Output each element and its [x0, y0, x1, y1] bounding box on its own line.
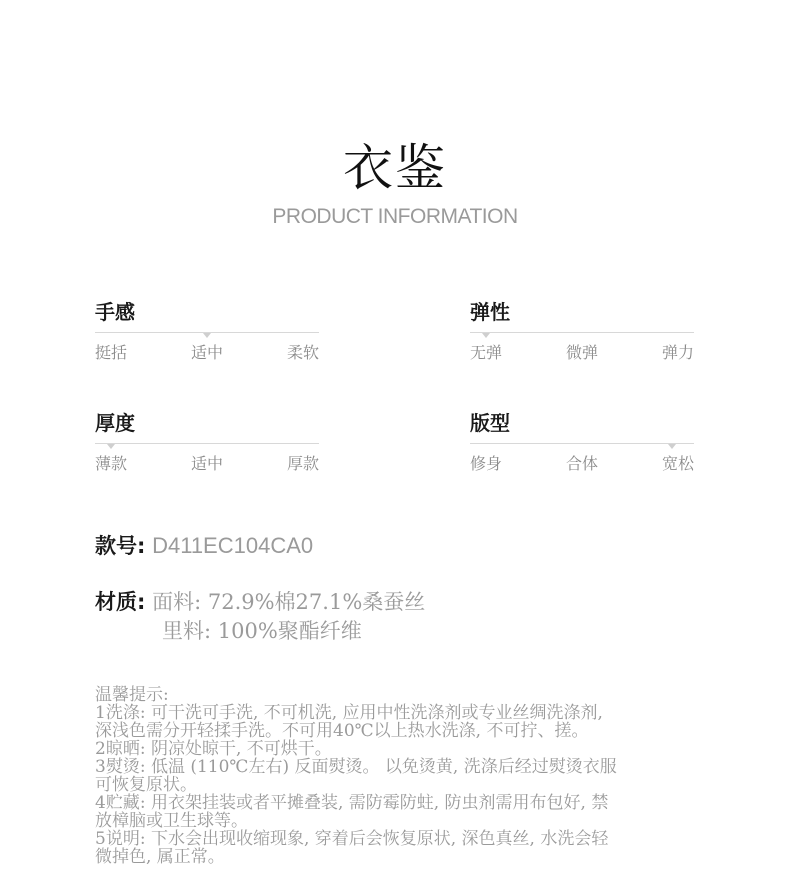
attr-option: 宽松: [661, 454, 694, 473]
care-line: 深浅色需分开轻揉手洗。不可用40℃以上热水洗涤, 不可拧、搓。: [95, 721, 589, 741]
care-line: 4贮藏: 用衣架挂装或者平摊叠装, 需防霉防蛀, 防虫剂需用布包好, 禁: [95, 793, 609, 813]
page-title: 衣鉴: [343, 139, 447, 197]
care-line: 微掉色, 属正常。: [95, 847, 225, 867]
attr-option: 厚款: [286, 454, 319, 473]
material: [95, 586, 425, 616]
attr-option: 适中: [190, 454, 223, 473]
page-subtitle: PRODUCT INFORMATION: [272, 205, 518, 228]
care-line: 2晾晒: 阴凉处晾干, 不可烘干。: [95, 739, 332, 759]
selected-marker-icon: [668, 444, 676, 449]
attr-hand-feel: [95, 298, 319, 363]
style-number-label: 款号:: [95, 534, 146, 558]
attr-scale-line: [95, 332, 319, 333]
selected-marker-icon: [203, 333, 211, 338]
attr-name: 版型: [470, 411, 510, 435]
attr-fit: [470, 409, 694, 474]
care-line: 1洗涤: 可干洗可手洗, 不可机洗, 应用中性洗涤剂或专业丝绸洗涤剂,: [95, 703, 603, 723]
attr-thickness: [95, 409, 319, 474]
care-line: 可恢复原状。: [95, 775, 197, 795]
attr-option: 弹力: [661, 343, 694, 362]
care-line: 3熨烫: 低温 (110℃左右) 反面熨烫。 以免烫黄, 洗涤后经过熨烫衣服: [95, 757, 617, 777]
care-line: 温馨提示:: [95, 685, 169, 705]
attr-option: 柔软: [286, 343, 319, 362]
attr-option: 合体: [565, 454, 598, 473]
material-lining: 里料: 100%聚酯纤维: [162, 619, 362, 643]
attr-elasticity: [470, 298, 694, 363]
care-line: 放樟脑或卫生球等。: [95, 811, 248, 831]
attr-scale-line: [470, 443, 694, 444]
attr-name: 弹性: [470, 300, 510, 324]
attr-options: [470, 340, 694, 363]
attr-options: [95, 340, 319, 363]
care-line: 5说明: 下水会出现收缩现象, 穿着后会恢复原状, 深色真丝, 水洗会轻: [95, 829, 609, 849]
attr-option: 修身: [470, 454, 503, 473]
attr-name: 手感: [95, 300, 135, 324]
style-number-value: D411EC104CA0: [152, 533, 314, 558]
attr-option: 微弹: [565, 343, 598, 362]
material-lining-row: [162, 615, 362, 645]
selected-marker-icon: [107, 444, 115, 449]
care-instructions: [95, 686, 695, 866]
style-number: [95, 530, 313, 560]
attr-option: 薄款: [95, 454, 128, 473]
attr-scale-line: [95, 443, 319, 444]
attr-options: [470, 451, 694, 474]
material-label: 材质:: [95, 590, 146, 614]
attr-option: 适中: [190, 343, 223, 362]
attr-name: 厚度: [95, 411, 135, 435]
attr-option: 无弹: [470, 343, 503, 362]
material-fabric: 面料: 72.9%棉27.1%桑蚕丝: [152, 590, 426, 614]
selected-marker-icon: [482, 333, 490, 338]
attr-option: 挺括: [95, 343, 128, 362]
attr-scale-line: [470, 332, 694, 333]
attr-options: [95, 451, 319, 474]
